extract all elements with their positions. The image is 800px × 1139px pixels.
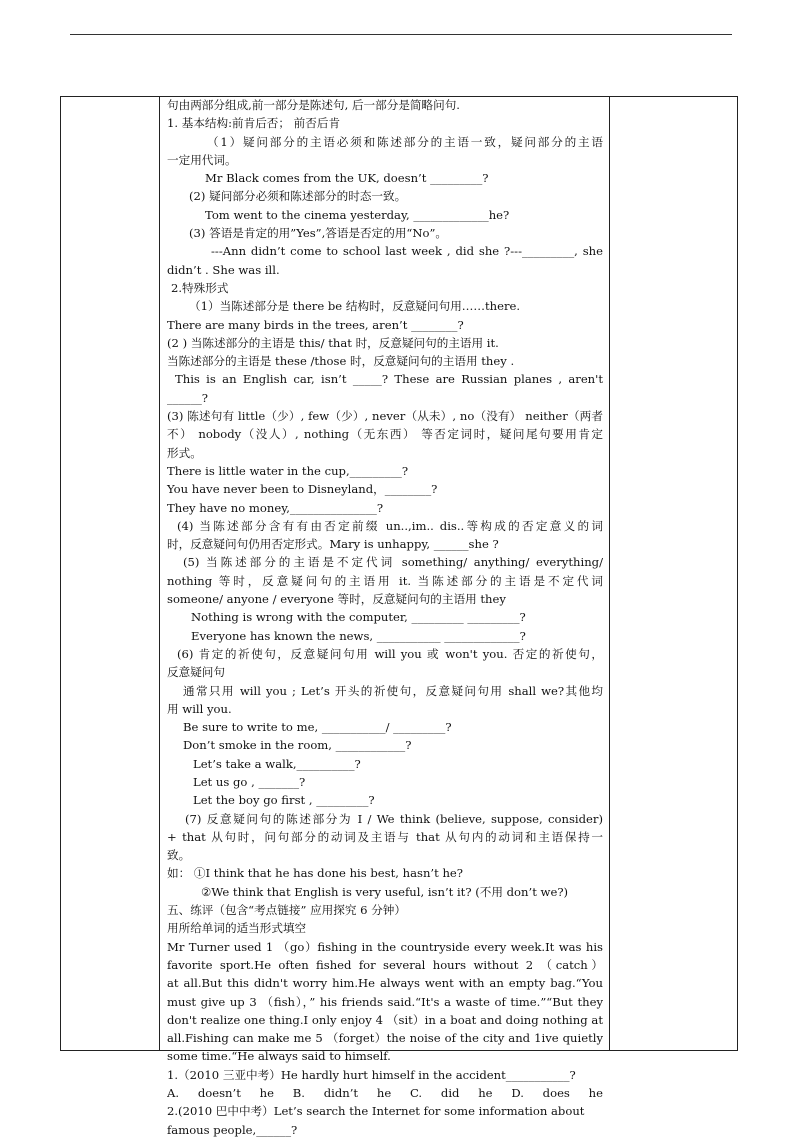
text-line: 2.(2010 巴中中考）Let’s search the Internet for some information about — [167, 1104, 585, 1119]
text-line: 当陈述部分的主语是 these /those 时，反意疑问句的主语用 they . — [167, 354, 515, 369]
text-line: someone/ anyone / everyone 等时，反意疑问句的主语用 they — [167, 592, 506, 607]
text-line: Nothing is wrong with the computer, _________ _________? — [191, 610, 526, 625]
text-line: Tom went to the cinema yesterday, _____________he? — [205, 207, 510, 222]
text-line: (4) 当陈述部分含有有由否定前缀 un..,im.. dis..等构成的否定意义的词 — [177, 518, 603, 533]
text-line: (5) 当陈述部分的主语是不定代词 something/ anything/ everything/ — [183, 555, 603, 570]
text-line: Everyone has known the news, ___________ _____________? — [191, 628, 526, 643]
text-line: 用所给单词的适当形式填空 — [167, 921, 307, 936]
text-line: 一定用代词。 — [167, 152, 237, 167]
lesson-table — [60, 96, 738, 1137]
text-line: (2) 疑问部分必须和陈述部分的时态一致。 — [189, 189, 407, 204]
text-line: (2 ) 当陈述部分的主语是 this/ that 时，反意疑问句的主语用 it. — [167, 335, 499, 350]
text-line: + that 从句时，问句部分的动词及主语与 that 从句内的动词和主语保持一 — [167, 829, 603, 844]
text-line: 五、练评（包含“考点链接” 应用探究 6 分钟） — [167, 903, 406, 918]
text-line: You have never been to Disneyland，________? — [167, 482, 438, 497]
text-line: famous people,______? — [167, 1122, 298, 1137]
text-line: 反意疑问句 — [167, 665, 225, 680]
text-line: 句由两部分组成,前一部分是陈述句, 后一部分是简略问句. — [167, 98, 460, 112]
text-line: 不） nobody（没人）, nothing（无东西） 等否定词时，疑问尾句要用肯定 — [167, 427, 603, 442]
text-line: There is little water in the cup,_________? — [167, 463, 409, 478]
text-line: (3) 答语是肯定的用”Yes”,答语是否定的用“No”。 — [189, 226, 447, 241]
text-line: 2.特殊形式 — [171, 280, 229, 295]
text-line: 通常只用 will you ; Let’s 开头的祈使句，反意疑问句用 shall we?其他均 — [183, 683, 603, 698]
text-line: all.Fishing can make me 5 （forget）the noise of the city and 1ive quietly — [167, 1031, 603, 1046]
text-line: at all.But this didn't worry him.He always went with an empty bag.“You — [167, 976, 603, 991]
text-line: There are many birds in the trees, aren’t ________? — [167, 317, 464, 332]
text-line: Mr Turner used 1 （go）fishing in the countryside every week.It was his — [167, 939, 603, 954]
text-line: Be sure to write to me, ___________/ _________? — [183, 720, 452, 735]
text-line: (3) 陈述句有 little（少）, few（少）, never（从未）, no（没有） neither（两者 — [167, 409, 603, 424]
text-line: They have no money,_______________? — [167, 500, 384, 515]
text-line: 致。 — [167, 848, 191, 863]
text-line: ______? — [167, 390, 208, 405]
text-line: favorite sport.He often fished for several hours without 2 （catch） — [167, 957, 603, 972]
text-line: Let’s take a walk,__________? — [193, 756, 361, 771]
text-line: Mr Black comes from the UK, doesn’t _________? — [205, 171, 489, 186]
text-line: （1）当陈述部分是 there be 结构时，反意疑问句用……there. — [189, 299, 521, 314]
text-line: Don’t smoke in the room, ____________? — [183, 738, 412, 753]
text-line: Let the boy go first , _________? — [193, 793, 375, 808]
text-line: don't realize one thing.I only enjoy 4 （sit）in a boat and doing nothing at — [167, 1012, 603, 1027]
text-line: Let us go , _______? — [193, 774, 306, 789]
text-line: (6) 肯定的祈使句，反意疑问句用 will you 或 won't you. 否定的祈使句， — [177, 646, 603, 661]
text-line: 1. 基本结构:前肯后否； 前否后肯 — [167, 116, 341, 131]
text-line: （1）疑问部分的主语必须和陈述部分的主语一致，疑问部分的主语 — [207, 134, 603, 149]
right-column-divider — [609, 97, 610, 1050]
text-line: 用 will you. — [167, 701, 232, 716]
text-line: This is an English car, isn’t _____? These are Russian planes , aren't — [175, 372, 603, 387]
text-line: (7) 反意疑问句的陈述部分为 I / We think (believe, suppose, consider) — [185, 811, 603, 826]
text-line: 如： ①I think that he has done his best, hasn’t he? — [167, 866, 464, 881]
text-line: nothing 等时，反意疑问句的主语用 it. 当陈述部分的主语是不定代词 — [167, 573, 603, 588]
text-line: 形式。 — [167, 445, 202, 460]
text-line: must give up 3 （fish），” his friends said.“It's a waste of time.”“But they — [167, 994, 603, 1009]
text-line: 1.（2010 三亚中考）He hardly hurt himself in the accident___________? — [167, 1067, 576, 1082]
header-rule — [70, 34, 732, 35]
text-line: ---Ann didn’t come to school last week , did she ?---_________, she — [211, 244, 603, 259]
text-line: some time.“He always said to himself. — [167, 1049, 391, 1064]
left-column-divider — [159, 97, 160, 1050]
text-line: ②We think that English is very useful, isn’t it? (不用 don’t we?) — [201, 884, 569, 899]
text-line: A. doesn’t he B. didn’t he C. did he D. does he — [167, 1086, 603, 1101]
lesson-content — [167, 96, 603, 1139]
text-line: didn’t . She was ill. — [167, 262, 280, 277]
text-line: 时，反意疑问句仍用否定形式。Mary is unhappy, ______she ? — [167, 537, 499, 552]
